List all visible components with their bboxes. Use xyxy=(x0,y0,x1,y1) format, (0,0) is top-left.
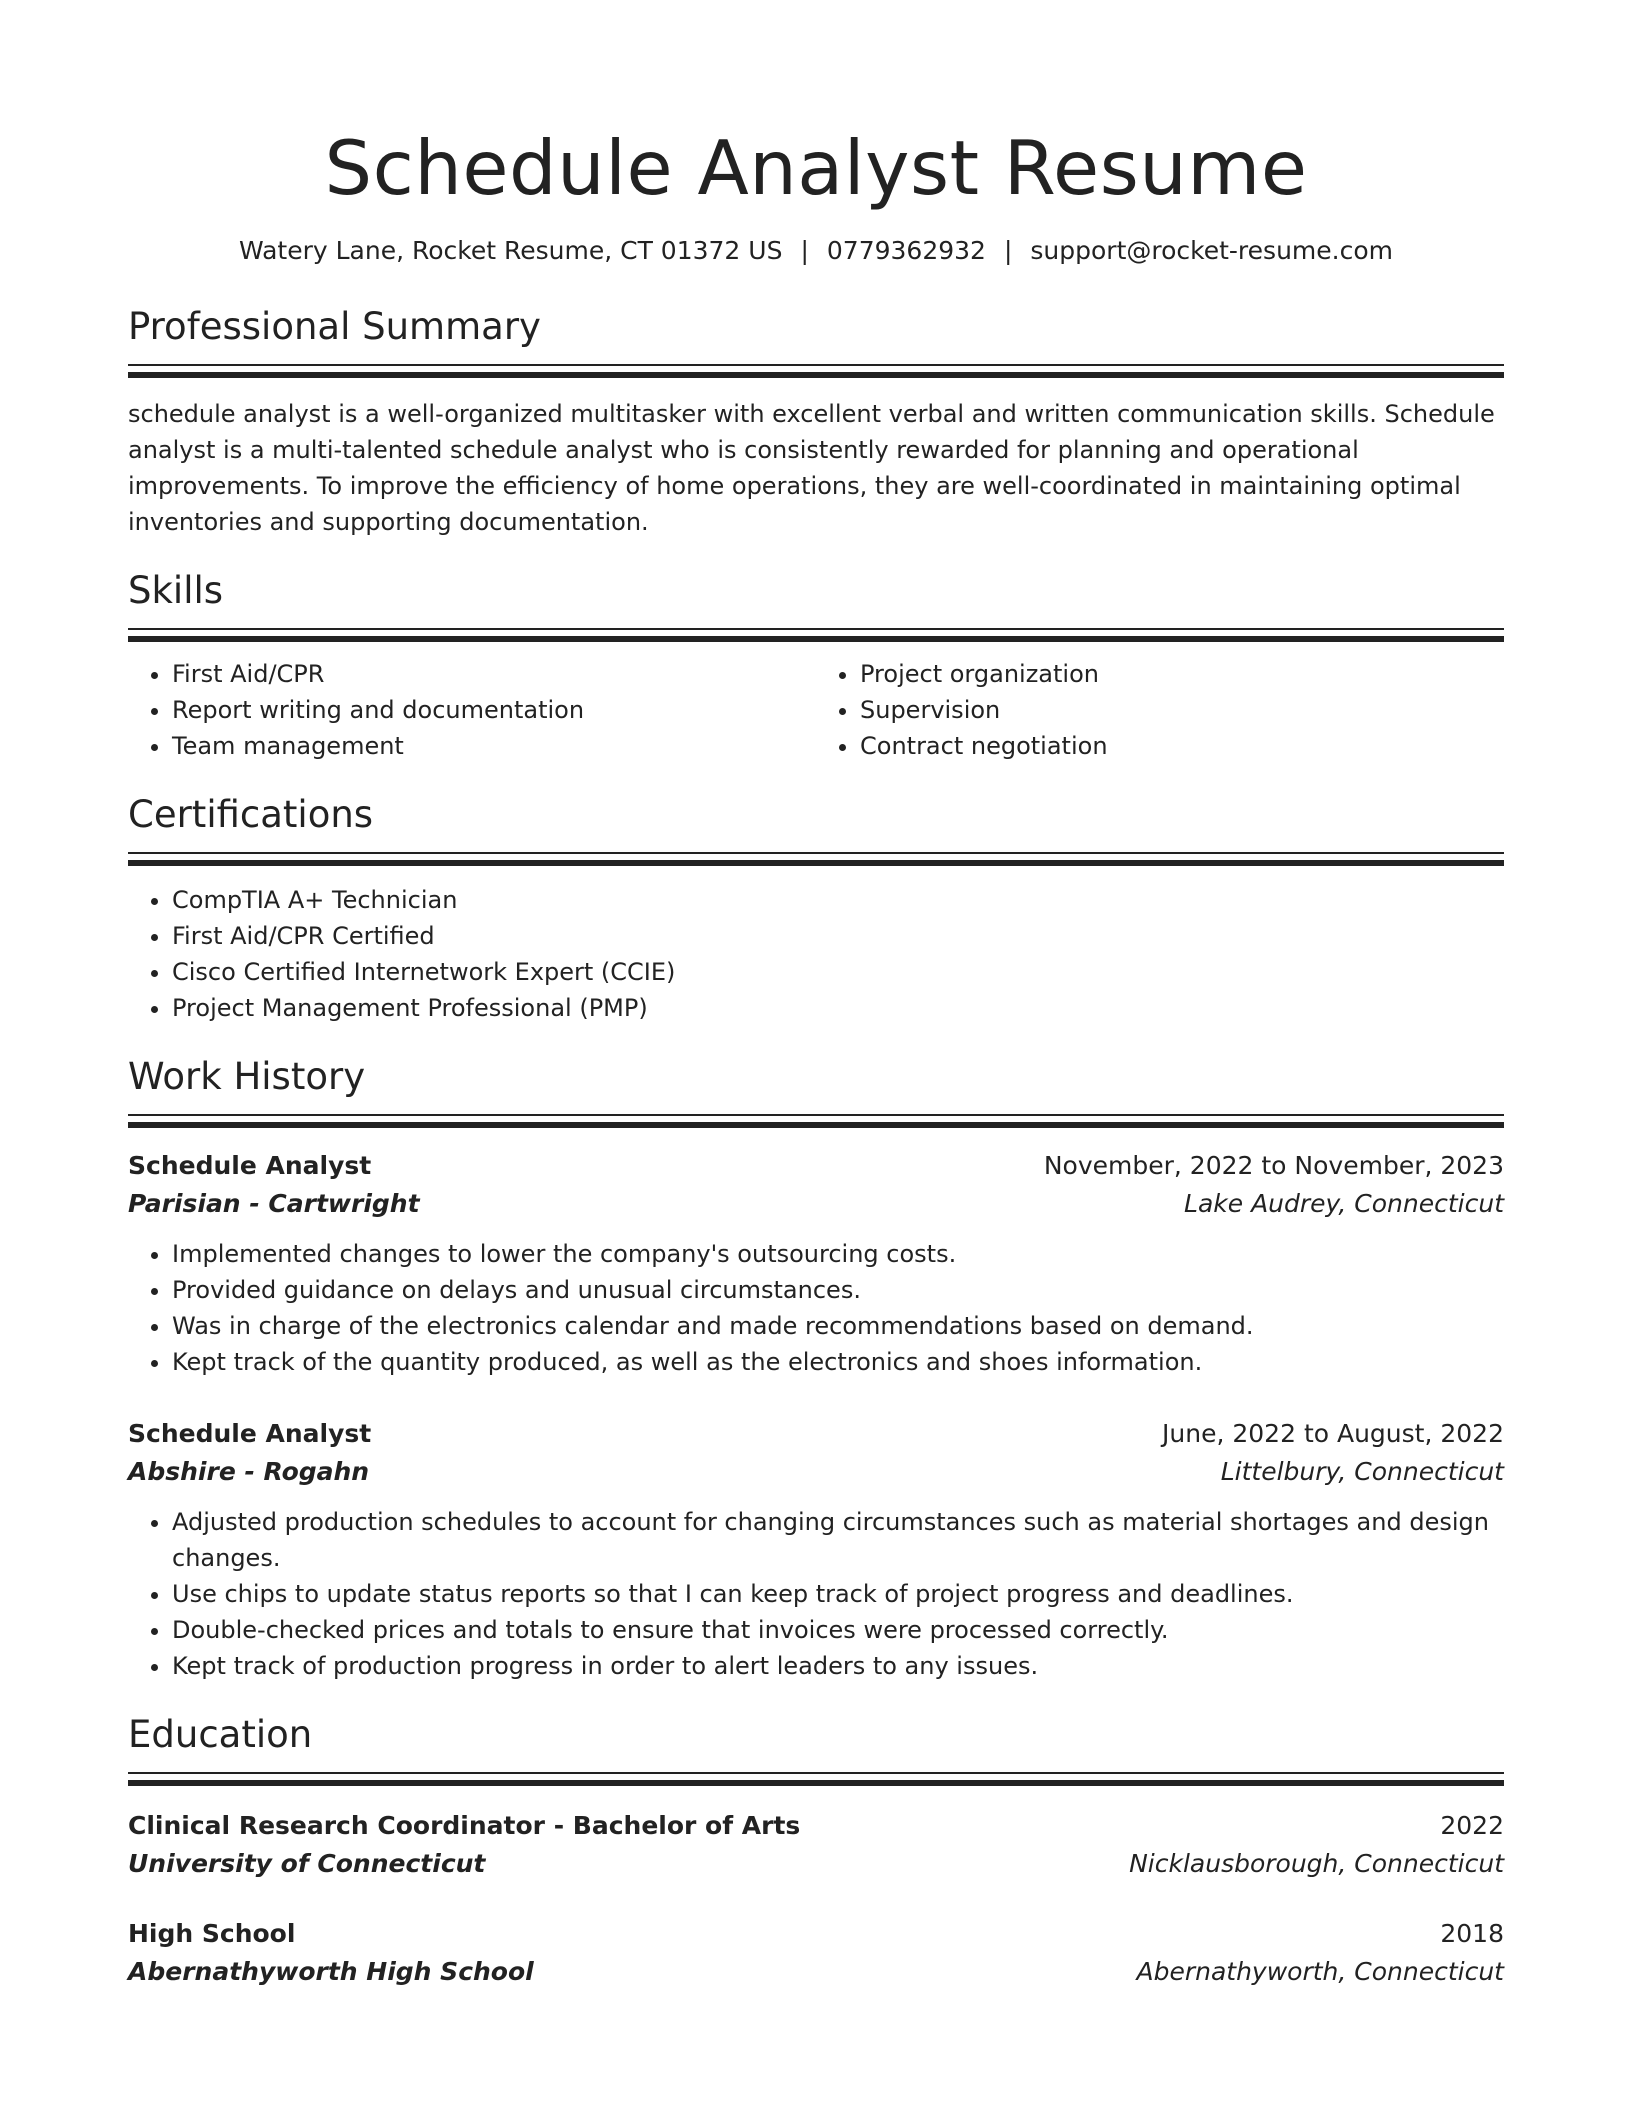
section-title: Certifications xyxy=(128,793,374,836)
certifications-list xyxy=(128,882,1504,1026)
education-location: Abernathyworth, Connecticut xyxy=(1136,1957,1504,1986)
education-degree: High School xyxy=(128,1919,296,1948)
summary-section xyxy=(128,304,1504,540)
job-entry xyxy=(128,1414,1504,1684)
section-title: Education xyxy=(128,1713,313,1756)
job-title: Schedule Analyst xyxy=(128,1151,372,1180)
job-bullet: • Provided guidance on delays and unusual circumstances. xyxy=(172,1272,1504,1308)
education-year: 2018 xyxy=(1440,1919,1504,1948)
skills-section xyxy=(128,568,1504,764)
contact-address: Watery Lane, Rocket Resume, CT 01372 US xyxy=(238,236,783,265)
contact-line xyxy=(128,234,1504,268)
job-title: Schedule Analyst xyxy=(128,1419,372,1448)
skill-item: • First Aid/CPR xyxy=(172,656,816,692)
resume-title: Schedule Analyst Resume xyxy=(324,124,1308,212)
job-bullets xyxy=(128,1504,1504,1684)
job-bullet: • Implemented changes to lower the company's outsourcing costs. xyxy=(172,1236,1504,1272)
contact-email: support@rocket-resume.com xyxy=(1030,236,1393,265)
job-bullet: • Double-checked prices and totals to ensure that invoices were processed correctly. xyxy=(172,1612,1504,1648)
skill-item: • Supervision xyxy=(860,692,1504,728)
education-entry xyxy=(128,1914,1504,1990)
education-school: University of Connecticut xyxy=(128,1849,486,1878)
contact-phone: 0779362932 xyxy=(826,236,986,265)
education-degree: Clinical Research Coordinator - Bachelor of Arts xyxy=(128,1811,801,1840)
job-bullet: • Adjusted production schedules to account for changing circumstances such as material shortages and design changes. xyxy=(172,1504,1504,1576)
section-title: Skills xyxy=(128,569,224,612)
skill-item: • Project organization xyxy=(860,656,1504,692)
skill-item: • Team management xyxy=(172,728,816,764)
work-history-section xyxy=(128,1054,1504,1684)
skills-list-right xyxy=(816,656,1504,764)
education-school: Abernathyworth High School xyxy=(128,1957,534,1986)
skills-grid xyxy=(128,642,1504,764)
job-entry xyxy=(128,1146,1504,1380)
education-entry xyxy=(128,1806,1504,1882)
skill-item: • Contract negotiation xyxy=(860,728,1504,764)
summary-text: schedule analyst is a well-organized multitasker with excellent verbal and written communication skills. Schedule analyst is a multi-talented schedule analyst who is consistently rewarded for planning and operational improvements. To improve the efficiency of home operations, they are well-coordinated in maintaining optimal inventories and supporting documentation. xyxy=(128,400,1495,536)
contact-separator: | xyxy=(800,236,809,265)
certifications-section xyxy=(128,792,1504,1026)
job-location: Lake Audrey, Connecticut xyxy=(1184,1189,1504,1218)
section-divider xyxy=(128,628,1504,642)
job-bullet: • Kept track of production progress in order to alert leaders to any issues. xyxy=(172,1648,1504,1684)
section-title: Work History xyxy=(128,1055,366,1098)
job-employer: Parisian - Cartwright xyxy=(128,1189,420,1218)
job-bullet: • Use chips to update status reports so that I can keep track of project progress and deadlines. xyxy=(172,1576,1504,1612)
job-dates: November, 2022 to November, 2023 xyxy=(1043,1151,1504,1180)
section-divider xyxy=(128,1114,1504,1128)
certification-item: • First Aid/CPR Certified xyxy=(172,918,1504,954)
section-divider xyxy=(128,1772,1504,1786)
job-bullets xyxy=(128,1236,1504,1380)
job-bullet: • Kept track of the quantity produced, as well as the electronics and shoes information. xyxy=(172,1344,1504,1380)
education-year: 2022 xyxy=(1440,1811,1504,1840)
job-location: Littelbury, Connecticut xyxy=(1220,1457,1504,1486)
section-divider xyxy=(128,852,1504,866)
education-location: Nicklausborough, Connecticut xyxy=(1129,1849,1504,1878)
certification-item: • Cisco Certified Internetwork Expert (CCIE) xyxy=(172,954,1504,990)
job-bullet: • Was in charge of the electronics calendar and made recommendations based on demand. xyxy=(172,1308,1504,1344)
job-employer: Abshire - Rogahn xyxy=(128,1457,370,1486)
section-title: Professional Summary xyxy=(128,305,541,348)
education-section xyxy=(128,1712,1504,1990)
certification-item: • CompTIA A+ Technician xyxy=(172,882,1504,918)
contact-separator: | xyxy=(1003,236,1013,265)
skill-item: • Report writing and documentation xyxy=(172,692,816,728)
section-divider xyxy=(128,364,1504,378)
job-dates: June, 2022 to August, 2022 xyxy=(1162,1419,1504,1448)
certification-item: • Project Management Professional (PMP) xyxy=(172,990,1504,1026)
skills-list-left xyxy=(128,656,816,764)
